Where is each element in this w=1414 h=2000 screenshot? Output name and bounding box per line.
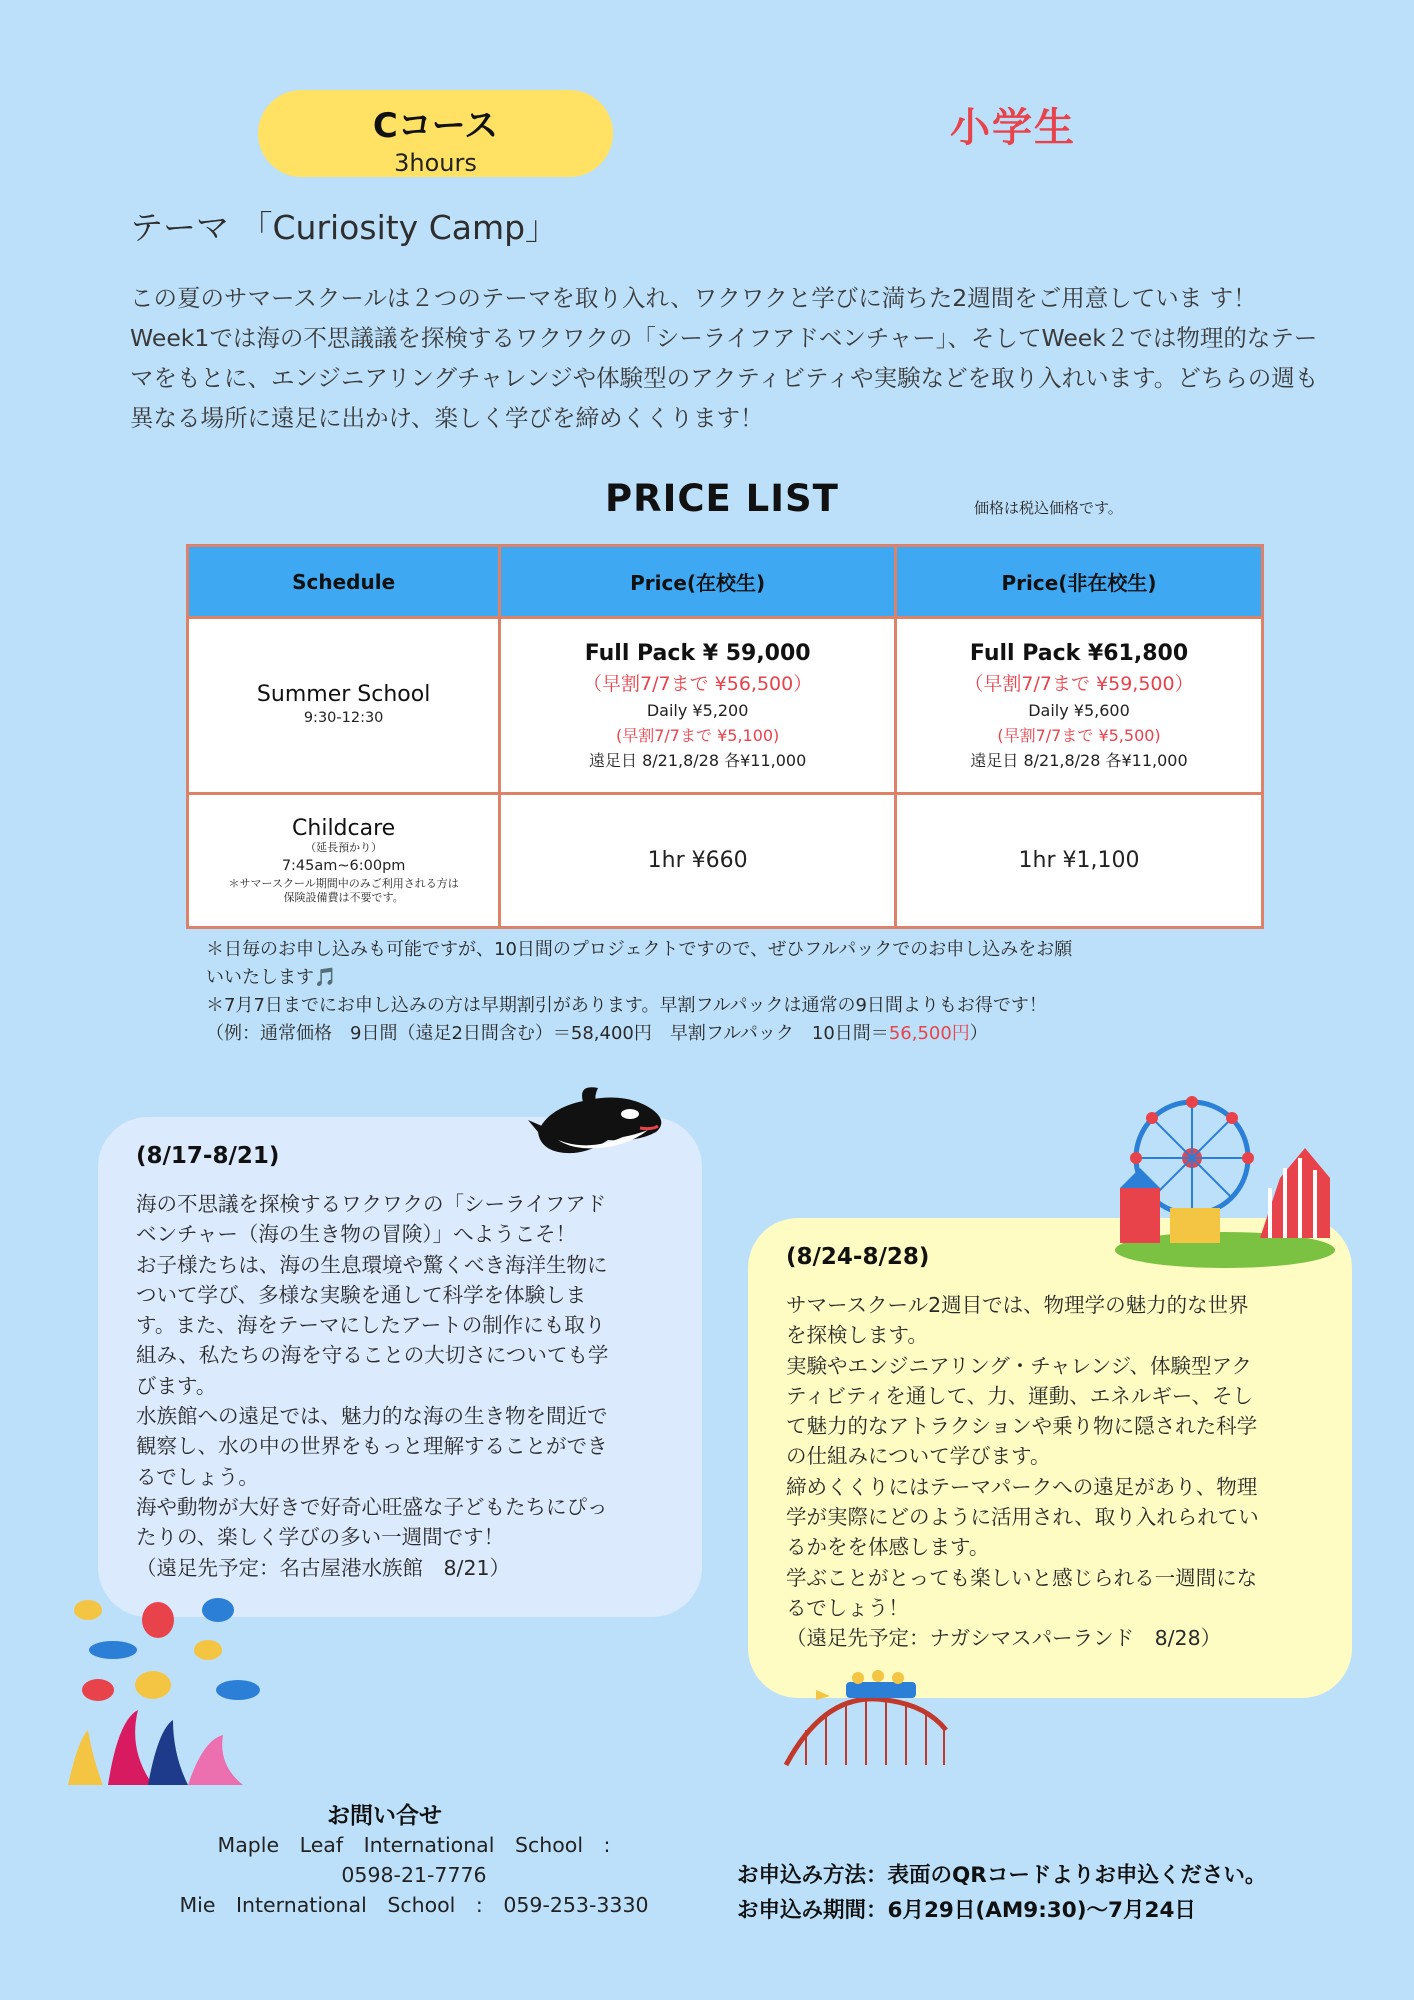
excursion-price: 遠足日 8/21,8/28 各¥11,000 [970, 751, 1188, 770]
early-full-price: （早割7/7まで ¥56,500） [583, 673, 813, 695]
early-daily-price: (早割7/7まで ¥5,100) [615, 726, 780, 745]
contact-line: 0598-21-7776 [341, 1863, 487, 1887]
header-price-student: Price(在校生) [500, 546, 896, 618]
note-highlight: 56,500円 [888, 1023, 970, 1044]
ferris-wheel-icon [1110, 1088, 1335, 1273]
week1-body: 海の不思議を探検するワクワクの「シーライフアド ベンチャー（海の生き物の冒険）」へようこそ！ お子様たちは、海の生息環境や驚くべき海洋生物に ついて学び、多様な実験を通して科学を体験しま す。また、海をテーマにしたアートの制作にも取り 組み、私たちの海を守ることの大切さについても学 びます。 水族館への遠足では、魅力的な海の生き物を間近で 観察し、水の中の世界をもっと理解することができ るでしょう。 海や動物が大好きで好奇心旺盛な子どもたちにぴっ たりの、楽しく学びの多い一週間です！ （遠足先予定：名古屋港水族館 8/21） [136, 1192, 609, 1580]
header-price-non-student: Price(非在校生) [896, 546, 1263, 618]
summer-school-cell [188, 618, 500, 794]
childcare-student-price-cell [500, 794, 896, 928]
course-name: Cコース [372, 106, 499, 146]
course-badge [258, 90, 613, 177]
header-schedule: Schedule [188, 546, 500, 618]
note-line [206, 1020, 1226, 1048]
note-line: ＊7月7日までにお申し込みの方は早期割引があります。早割フルパックは通常の9日間よりもお得です！ [206, 995, 1047, 1016]
early-full-price: （早割7/7まで ¥59,500） [964, 673, 1194, 695]
apply-method: お申込み方法：表面のQRコードよりお申込ください。 [737, 1863, 1267, 1888]
orca-icon [528, 1082, 670, 1164]
roller-coaster-icon [786, 1670, 956, 1770]
week2-box [748, 1218, 1352, 1698]
table-row [188, 794, 1263, 928]
note-line: いいたします🎵 [206, 967, 337, 988]
full-pack-price: Full Pack ¥61,800 [969, 641, 1189, 666]
childcare-cell [188, 794, 500, 928]
early-daily-price: (早割7/7まで ¥5,500) [997, 726, 1161, 745]
daily-price: Daily ¥5,600 [1028, 701, 1130, 720]
price-list-title: PRICE LIST [605, 477, 839, 520]
note-text: （例：通常価格 9日間（遠足2日間含む）＝58,400円 早割フルパック 10日間＝ [206, 1023, 889, 1044]
excursion-price: 遠足日 8/21,8/28 各¥11,000 [589, 751, 807, 770]
childcare-time: 7:45am~6:00pm [281, 858, 406, 874]
week2-body: サマースクール2週目では、物理学の魅力的な世界 を探検します。 実験やエンジニアリング・チャレンジ、体験型アク ティビティを通して、力、運動、エネルギー、そし て魅力的なアトラクションや乗り物に隠された科学 の仕組みについて学びます。 締めくくりにはテーマパークへの遠足があり、物理 学が実際にどのように活用され、取り入れられてい るかをを体感します。 学ぶことがとっても楽しいと感じられる一週間にな るでしょう！ （遠足先予定：ナガシマスパーランド 8/28） [786, 1293, 1259, 1651]
childcare-note: ＊サマースクール期間中のみご利用される方は [228, 877, 459, 890]
hourly-price: 1hr ¥1,100 [1018, 848, 1140, 873]
summer-non-student-price-cell [896, 618, 1263, 794]
table-row [188, 618, 1263, 794]
contact-line: Maple Leaf International School : [217, 1833, 611, 1857]
summer-school-name: Summer School [256, 682, 431, 707]
childcare-sub: （延長預かり） [305, 841, 383, 854]
apply-period: お申込み期間：6月29日(AM9:30)～7月24日 [737, 1898, 1196, 1923]
course-hours: 3hours [394, 149, 477, 177]
summer-student-price-cell [500, 618, 896, 794]
summer-school-time: 9:30-12:30 [303, 710, 384, 726]
hourly-price: 1hr ¥660 [647, 848, 748, 873]
grade-label: 小学生 [950, 105, 1076, 151]
note-text: ） [969, 1023, 988, 1044]
tropical-fish-icon [58, 1590, 263, 1790]
week1-title: (8/17-8/21) [136, 1143, 280, 1169]
price-notes [206, 936, 1226, 1048]
week1-box [98, 1117, 702, 1617]
tax-note: 価格は税込価格です。 [974, 499, 1123, 517]
contact-title: お問い合せ [327, 1803, 442, 1829]
daily-price: Daily ¥5,200 [646, 701, 749, 720]
intro-text: この夏のサマースクールは２つのテーマを取り入れ、ワクワクと学びに満ちた2週間をご用意していま す！Week1では海の不思議議を探検するワクワクの「シーライフアドベンチャー」、そしてWeek２では物理的なテーマをもとに、エンジニアリングチャレンジや体験型のアクティビティや実験などを取り入れいます。どちらの週も異なる場所に遠足に出かけ、楽しく学びを締めくくります！ [130, 284, 1319, 432]
theme-title: テーマ 「Curiosity Camp」 [130, 208, 559, 247]
table-header-row [188, 546, 1263, 618]
week2-title: (8/24-8/28) [786, 1244, 930, 1270]
childcare-note: 保険設備費は不要です。 [283, 891, 404, 904]
price-table [186, 544, 1264, 929]
childcare-non-student-price-cell [896, 794, 1263, 928]
contact-line: Mie International School : 059-253-3330 [179, 1893, 649, 1917]
note-line: ＊日毎のお申し込みも可能ですが、10日間のプロジェクトですので、ぜひフルパックでのお申し込みをお願 [206, 939, 1073, 960]
childcare-name: Childcare [292, 816, 396, 841]
full-pack-price: Full Pack ¥ 59,000 [584, 641, 811, 666]
